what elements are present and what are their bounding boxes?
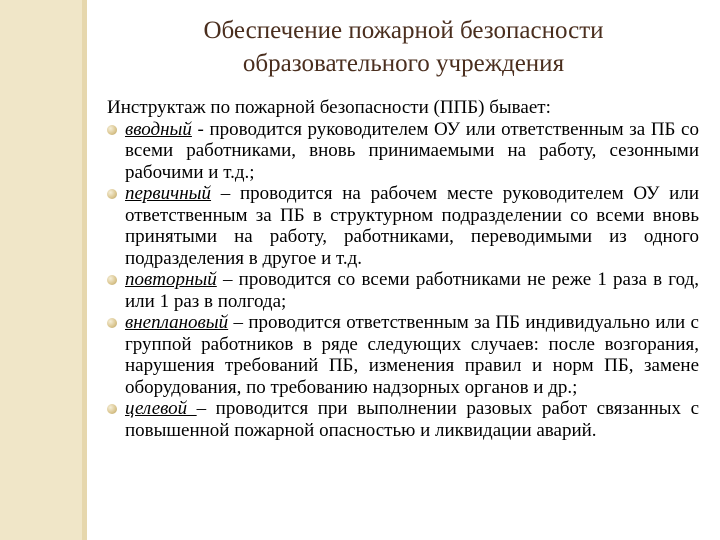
list-item bbox=[107, 119, 699, 184]
list-item bbox=[107, 269, 699, 312]
briefing-types-list bbox=[107, 119, 699, 442]
bullet-icon bbox=[107, 125, 117, 135]
item-term: целевой bbox=[125, 398, 197, 419]
item-description: – проводится со всеми работниками не реже 1 раза в год, или 1 раз в полгода; bbox=[125, 269, 699, 312]
item-term: внеплановый bbox=[125, 312, 229, 333]
item-description: - проводится руководителем ОУ или ответственным за ПБ со всеми работниками, вновь принимаемыми на работу, сезонными рабочими и т.д.; bbox=[125, 118, 699, 183]
item-description: – проводится ответственным за ПБ индивидуально или с группой работников в ряде следующих случаев: после возгорания, нарушения требований ПБ, изменения правил и норм ПБ, замене оборудования, по требованию надзорных органов и др.; bbox=[125, 312, 699, 398]
slide-title-line-1: Обеспечение пожарной безопасности bbox=[203, 17, 604, 44]
list-item bbox=[107, 398, 699, 441]
slide-title bbox=[87, 14, 720, 80]
list-item bbox=[107, 312, 699, 398]
item-term: первичный bbox=[125, 183, 212, 204]
bullet-icon bbox=[107, 189, 117, 199]
item-term: повторный bbox=[125, 269, 217, 290]
bullet-icon bbox=[107, 275, 117, 285]
slide-body bbox=[107, 97, 699, 441]
bullet-icon bbox=[107, 404, 117, 414]
item-term: вводный bbox=[125, 118, 192, 140]
bullet-icon bbox=[107, 318, 117, 328]
item-description: – проводится при выполнении разовых работ связанных с повышенной пожарной опасностью и ликвидации аварий. bbox=[125, 398, 699, 441]
decorative-left-band bbox=[0, 0, 82, 540]
intro-text: Инструктаж по пожарной безопасности (ППБ) бывает: bbox=[107, 97, 551, 118]
slide-title-line-2: образовательного учреждения bbox=[242, 50, 565, 77]
list-item bbox=[107, 183, 699, 269]
item-description: – проводится на рабочем месте руководителем ОУ или ответственным за ПБ в структурном подразделении со всеми вновь принятыми на работу, работниками, переводимыми из одного подразделения в другое и т.д. bbox=[125, 183, 699, 269]
